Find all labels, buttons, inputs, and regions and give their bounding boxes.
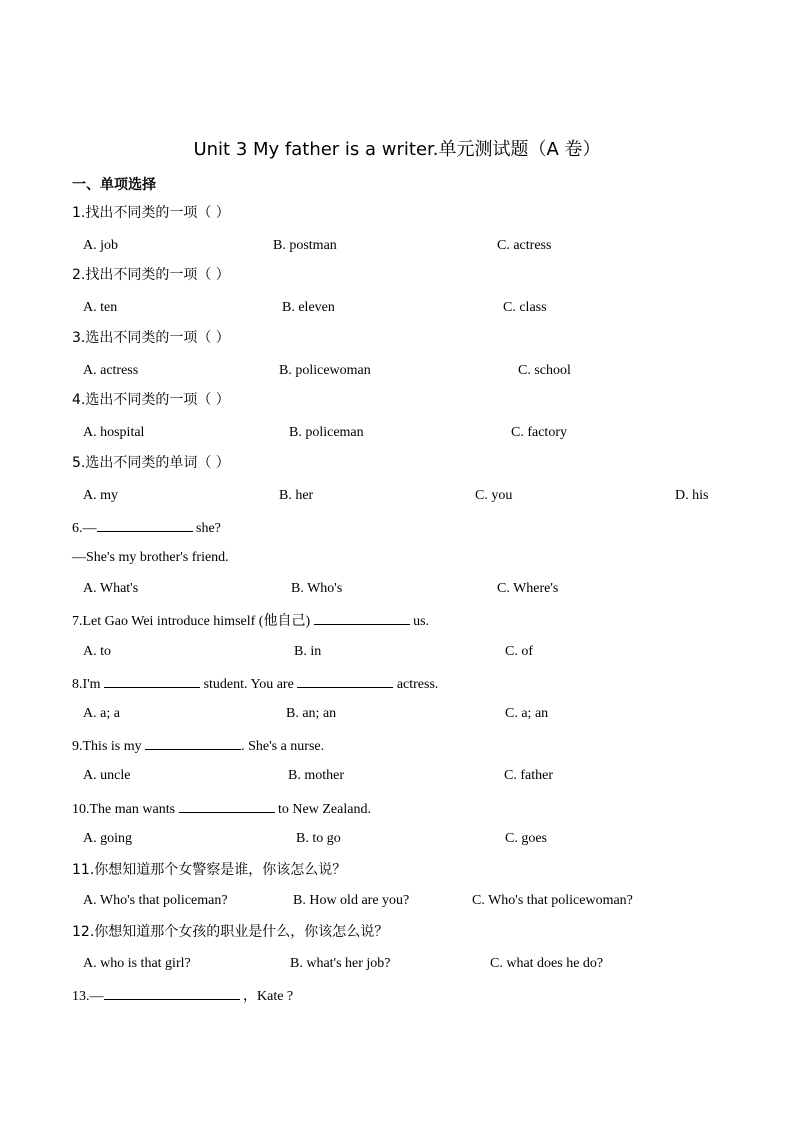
answer-blank xyxy=(104,985,240,1000)
option-c: C. father xyxy=(504,768,553,783)
question-stem: This is my xyxy=(82,739,146,754)
question-number: 9. xyxy=(72,739,83,754)
question-11 xyxy=(72,860,346,880)
option-c: C. class xyxy=(503,300,547,315)
option-c: C. Who's that policewoman? xyxy=(472,893,633,908)
question-stem: actress. xyxy=(393,677,439,692)
option-b: B. mother xyxy=(288,768,344,783)
option-c: C. what does he do? xyxy=(490,956,604,971)
question-stem: 选出不同类的一项（ ） xyxy=(85,392,230,408)
option-c: C. factory xyxy=(511,425,567,440)
question-8 xyxy=(72,673,438,695)
question-stem: student. You are xyxy=(200,677,298,692)
question-stem: Let Gao Wei introduce himself (他自己) xyxy=(82,614,314,629)
option-c: C. of xyxy=(505,644,533,659)
option-b: B. in xyxy=(294,644,322,659)
question-stem: I'm xyxy=(82,677,105,692)
option-a: A. uncle xyxy=(83,768,131,783)
question-stem: — xyxy=(89,989,104,1004)
question-stem: — xyxy=(82,521,97,536)
option-b: B. Who's xyxy=(291,581,343,596)
question-number: 4. xyxy=(72,392,86,408)
option-c: C. a; an xyxy=(505,706,549,721)
answer-blank xyxy=(145,735,241,750)
option-c: C. Where's xyxy=(497,581,559,596)
answer-blank xyxy=(314,610,410,625)
question-12 xyxy=(72,922,388,942)
option-a: A. to xyxy=(83,644,111,659)
option-a: A. a; a xyxy=(83,706,120,721)
option-b: B. an; an xyxy=(286,706,337,721)
question-1 xyxy=(72,203,230,223)
option-b: B. her xyxy=(279,488,314,503)
question-number: 1. xyxy=(72,205,86,221)
question-stem: 找出不同类的一项（ ） xyxy=(85,267,230,283)
option-b: B. what's her job? xyxy=(290,956,391,971)
option-a: A. my xyxy=(83,488,118,503)
option-c: C. goes xyxy=(505,831,547,846)
question-stem: us. xyxy=(409,614,430,629)
question-number: 3. xyxy=(72,330,86,346)
option-b: B. postman xyxy=(273,238,337,253)
option-d: D. his xyxy=(675,488,709,503)
option-b: B. to go xyxy=(296,831,341,846)
option-c: C. you xyxy=(475,488,513,503)
section-title: 一、单项选择 xyxy=(72,177,156,193)
question-stem: she? xyxy=(192,521,221,536)
answer-blank xyxy=(297,673,393,688)
question-stem: . She's a nurse. xyxy=(241,739,325,754)
answer-blank xyxy=(104,673,200,688)
option-c: C. school xyxy=(518,363,571,378)
option-b: B. eleven xyxy=(282,300,335,315)
question-6-reply: —She's my brother's friend. xyxy=(72,550,229,565)
question-number: 2. xyxy=(72,267,86,283)
question-10 xyxy=(72,798,371,820)
question-5 xyxy=(72,453,230,473)
answer-blank xyxy=(97,517,193,532)
option-a: A. ten xyxy=(83,300,118,315)
option-c: C. actress xyxy=(497,238,552,253)
page-title: Unit 3 My father is a writer.单元测试题（A 卷） xyxy=(193,139,601,160)
option-a: A. who is that girl? xyxy=(83,956,191,971)
question-number: 12. xyxy=(72,924,95,940)
question-7 xyxy=(72,610,429,632)
option-b: B. policewoman xyxy=(279,363,371,378)
question-number: 11. xyxy=(72,862,95,878)
option-b: B. policeman xyxy=(289,425,364,440)
question-stem: to New Zealand. xyxy=(274,802,371,817)
question-number: 5. xyxy=(72,455,86,471)
question-stem: 你想知道那个女孩的职业是什么，你该怎么说？ xyxy=(94,924,389,940)
question-number: 10. xyxy=(72,802,90,817)
question-3 xyxy=(72,328,230,348)
question-stem: ，Kate ? xyxy=(239,989,294,1004)
question-number: 8. xyxy=(72,677,83,692)
option-a: A. actress xyxy=(83,363,139,378)
option-a: A. job xyxy=(83,238,118,253)
question-stem: 找出不同类的一项（ ） xyxy=(85,205,230,221)
option-a: A. Who's that policeman? xyxy=(83,893,228,908)
answer-blank xyxy=(179,798,275,813)
question-2 xyxy=(72,265,230,285)
question-stem: 选出不同类的一项（ ） xyxy=(85,330,230,346)
question-4 xyxy=(72,390,230,410)
option-a: A. going xyxy=(83,831,132,846)
question-stem: 选出不同类的单词（ ） xyxy=(85,455,230,471)
question-stem: 你想知道那个女警察是谁，你该怎么说？ xyxy=(94,862,347,878)
question-number: 6. xyxy=(72,521,83,536)
option-a: A. What's xyxy=(83,581,139,596)
question-number: 13. xyxy=(72,989,90,1004)
question-6 xyxy=(72,517,221,539)
question-number: 7. xyxy=(72,614,83,629)
option-b: B. How old are you? xyxy=(293,893,410,908)
question-stem: The man wants xyxy=(89,802,179,817)
question-9 xyxy=(72,735,324,757)
question-13 xyxy=(72,985,293,1007)
option-a: A. hospital xyxy=(83,425,145,440)
